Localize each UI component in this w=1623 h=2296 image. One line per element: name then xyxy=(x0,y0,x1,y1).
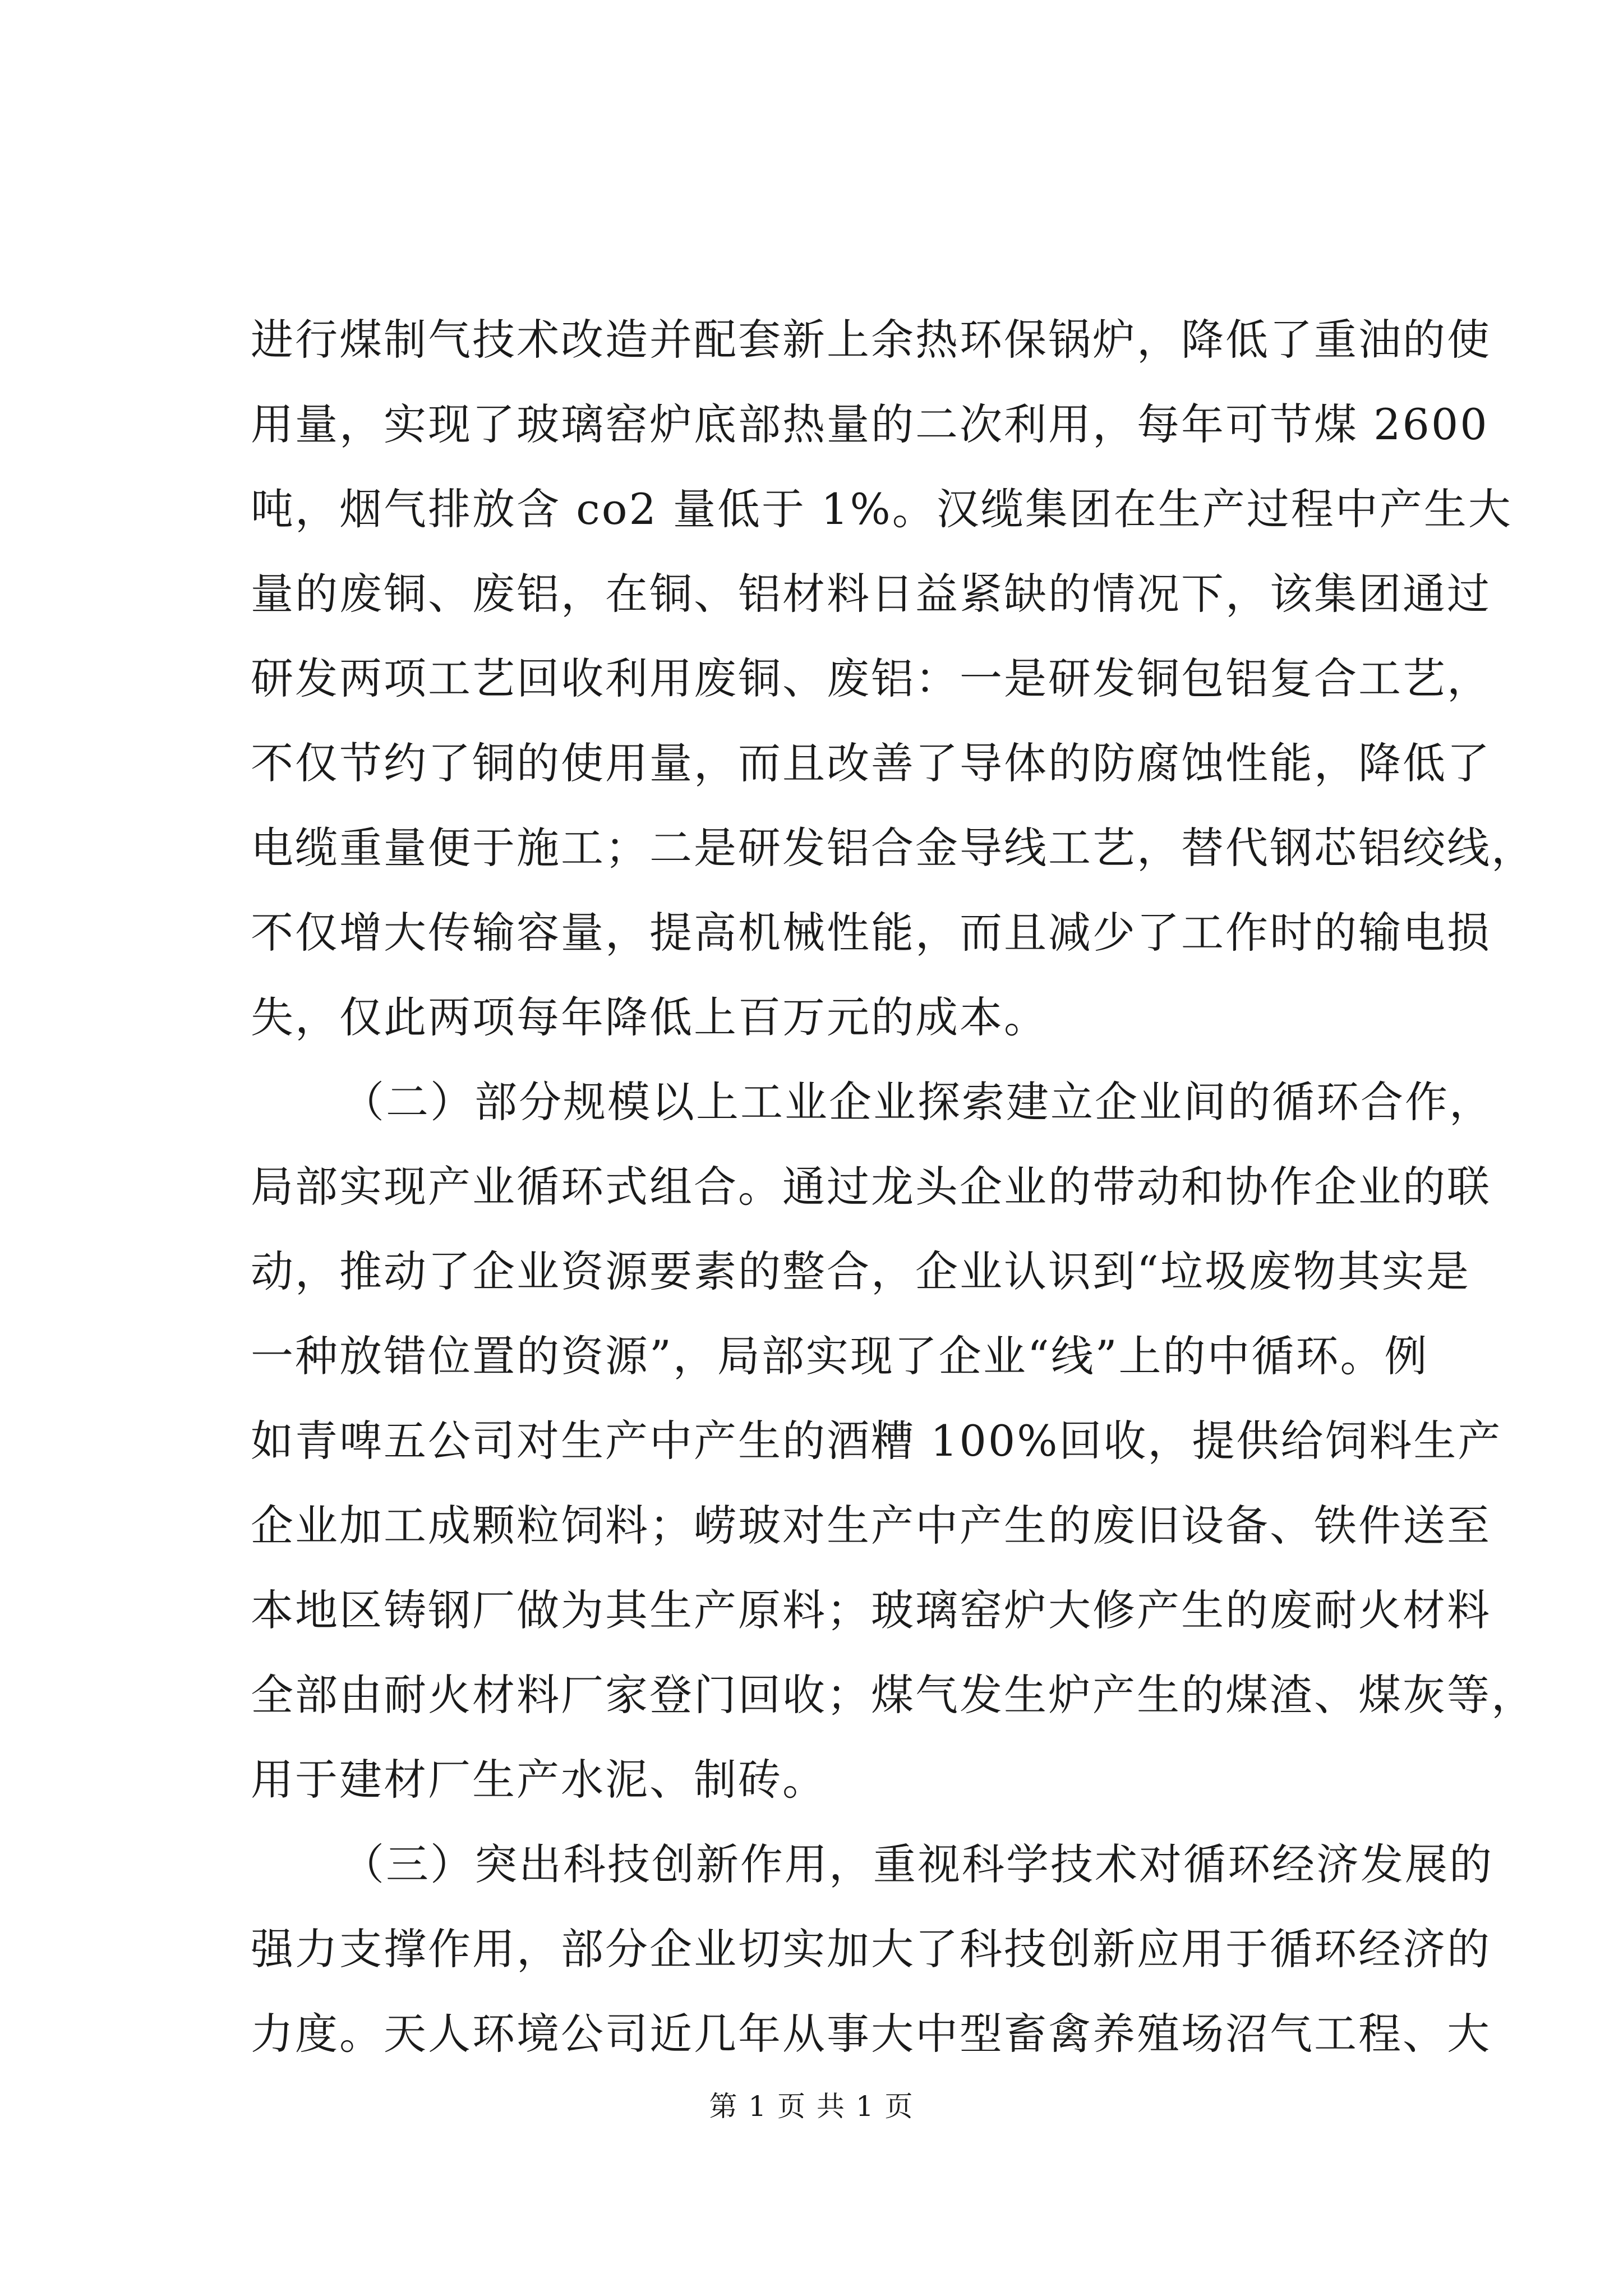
text-line: 用量，实现了玻璃窑炉底部热量的二次利用，每年可节煤 2600 xyxy=(251,399,1489,449)
text-line: 吨，烟气排放含 co2 量低于 1%。汉缆集团在生产过程中产生大 xyxy=(251,484,1513,534)
text-line: 不仅节约了铜的使用量，而且改善了导体的防腐蚀性能，降低了 xyxy=(251,738,1491,788)
text-line: 强力支撑作用，部分企业切实加大了科技创新应用于循环经济的 xyxy=(251,1924,1491,1974)
text-line: 全部由耐火材料厂家登门回收；煤气发生炉产生的煤渣、煤灰等， xyxy=(251,1670,1536,1720)
text-line: 力度。天人环境公司近几年从事大中型畜禽养殖场沼气工程、大 xyxy=(251,2009,1491,2059)
text-line: 如青啤五公司对生产中产生的酒糟 100%回收，提供给饲料生产 xyxy=(251,1416,1502,1466)
text-line: 局部实现产业循环式组合。通过龙头企业的带动和协作企业的联 xyxy=(251,1162,1491,1212)
text-line: 一种放错位置的资源”，局部实现了企业“线”上的中循环。例 xyxy=(251,1331,1429,1381)
text-line: 动，推动了企业资源要素的整合，企业认识到“垃圾废物其实是 xyxy=(251,1246,1470,1296)
paragraph-1 xyxy=(251,297,1536,1060)
text-line: （三）突出科技创新作用，重视科学技术对循环经济发展的 xyxy=(342,1839,1493,1889)
text-line: 本地区铸钢厂做为其生产原料；玻璃窑炉大修产生的废耐火材料 xyxy=(251,1585,1491,1635)
text-line: （二）部分规模以上工业企业探索建立企业间的循环合作， xyxy=(342,1077,1493,1127)
page-number-footer: 第 1 页 共 1 页 xyxy=(709,2090,914,2123)
text-line: 用于建材厂生产水泥、制砖。 xyxy=(251,1755,827,1805)
text-line: 研发两项工艺回收利用废铜、废铝：一是研发铜包铝复合工艺， xyxy=(251,654,1491,703)
document-body xyxy=(251,297,1536,2076)
paragraph-2 xyxy=(251,1060,1536,1822)
text-line: 进行煤制气技术改造并配套新上余热环保锅炉，降低了重油的使 xyxy=(251,315,1491,365)
text-line: 失，仅此两项每年降低上百万元的成本。 xyxy=(251,992,1048,1042)
text-line: 电缆重量便于施工；二是研发铝合金导线工艺，替代钢芯铝绞线， xyxy=(251,823,1536,873)
text-line: 量的废铜、废铝，在铜、铝材料日益紧缺的情况下，该集团通过 xyxy=(251,569,1491,619)
text-line: 不仅增大传输容量，提高机械性能，而且减少了工作时的输电损 xyxy=(251,908,1491,958)
text-line: 企业加工成颗粒饲料；崂玻对生产中产生的废旧设备、铁件送至 xyxy=(251,1501,1491,1550)
paragraph-3 xyxy=(251,1822,1493,2076)
